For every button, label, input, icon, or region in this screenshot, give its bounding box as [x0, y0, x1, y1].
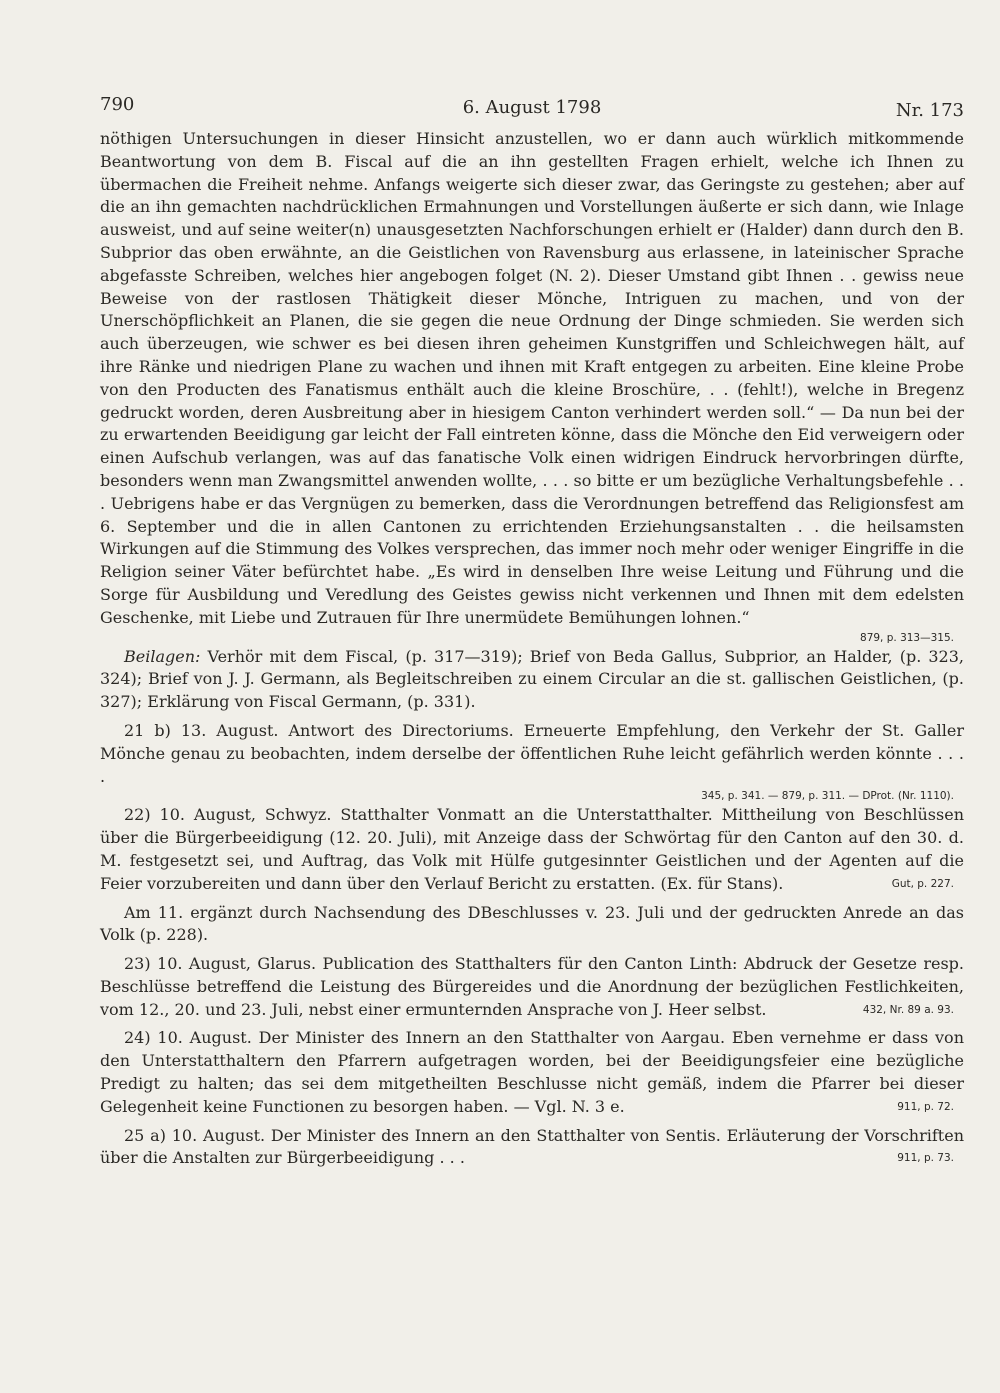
- page-number: 790: [100, 94, 135, 115]
- paragraph-entry-25a: [100, 1125, 964, 1171]
- source-reference: Gut, p. 227.: [891, 877, 954, 890]
- entry-23-text: 23) 10. August, Glarus. Publication des Statthalters für den Canton Linth: Abdruck der Gesetze resp. Beschlüsse betreffend die Leistung des Bürgereides und die Anordnung der bezüglichen Festlichkeiten, vom 12., 20. und 23. Juli, nebst einer ermunternden Ansprache von J. Heer selbst.: [100, 954, 964, 1019]
- source-reference: 911, p. 72.: [897, 1100, 954, 1113]
- paragraph-continuation: nöthigen Untersuchungen in dieser Hinsicht anzustellen, wo er dann auch würklich mitkommende Beantwortung von dem B. Fiscal auf die an ihn gestellten Fragen erhielt, welche ich Ihnen zu übermachen die Freiheit nehme. Anfangs weigerte sich dieser zwar, das Geringste zu gestehen; aber auf die an ihn gemachten nachdrücklichen Ermahnungen und Vorstellungen äußerte er sich dann, wie Inlage ausweist, und auf seine weiter(n) unausgesetzten Nachforschungen erhielt er (Halder) dann durch den B. Subprior das oben erwähnte, an die Geistlichen von Ravensburg aus erlassene, in lateinischer Sprache abgefasste Schreiben, welches hier angebogen folget (N. 2). Dieser Umstand gibt Ihnen . . gewiss neue Beweise von der rastlosen Thätigkeit dieser Mönche, Intriguen zu machen, und von der Unerschöpflichkeit an Planen, die sie gegen die neue Ordnung der Dinge schmieden. Sie werden sich auch überzeugen, wie schwer es bei diesen ihren geheimen Kunstgriffen und Schleichwegen hält, auf ihre Ränke und niedrigen Plane zu wachen und ihnen mit Kraft entgegen zu arbeiten. Eine kleine Probe von den Producten des Fanatismus enthält auch die kleine Broschüre, . . (fehlt!), welche in Bregenz gedruckt worden, deren Ausbreitung aber in hiesigem Canton verhindert werden soll.“ — Da nun bei der zu erwartenden Beeidigung gar leicht der Fall eintreten könne, dass die Mönche den Eid verweigern oder einen Aufschub verlangen, was auf das fanatische Volk einen widrigen Eindruck hervorbringen dürfte, besonders wenn man Zwangsmittel anwenden wollte, . . . so bitte er um bezügliche Verhaltungsbefehle . . . Uebrigens habe er das Vergnügen zu bemerken, dass die Verordnungen betreffend das Religionsfest am 6. September und die in allen Cantonen zu errichtenden Erziehungsanstalten . . die heilsamsten Wirkungen auf die Stimmung des Volkes versprechen, das immer noch mehr oder weniger Eingriffe in die Religion seiner Väter befürchtet habe. „Es wird in denselben Ihre weise Leitung und Führung und die Sorge für Ausbildung und Veredlung des Geistes gewiss nicht verkennen und Ihnen mit dem edelsten Geschenke, mit Liebe und Zutrauen für Ihre unermüdete Bemühungen lohnen.“: [100, 129, 964, 627]
- header-date: 6. August 1798: [462, 97, 602, 118]
- paragraph-entry-22: [100, 804, 964, 895]
- paragraph-entry-23: [100, 953, 964, 1021]
- running-header: [100, 0, 964, 128]
- beilagen-label: Beilagen:: [124, 646, 201, 666]
- entry-24-text: 24) 10. August. Der Minister des Innern an den Statthalter von Aargau. Eben vernehme er dass von den Unterstatthaltern den Pfarrern aufgetragen worden, bei der Beeidigungsfeier eine bezügliche Predigt zu halten; das sei dem mitgetheilten Beschlusse nicht gemäß, indem die Pfarrer bei dieser Gelegenheit keine Functionen zu besorgen haben. — Vgl. N. 3 e.: [100, 1028, 964, 1116]
- header-document-number: Nr. 173: [895, 100, 964, 121]
- source-reference: 911, p. 73.: [897, 1152, 954, 1165]
- entry-25a-text: 25 a) 10. August. Der Minister des Innern an den Statthalter von Sentis. Erläuterung der Vorschriften über die Anstalten zur Bürgerbeeidigung . . .: [100, 1125, 964, 1168]
- beilagen-text: Verhör mit dem Fiscal, (p. 317—319); Brief von Beda Gallus, Subprior, an Halder, (p. 323, 324); Brief von J. J. Germann, als Begleitschreiben zu einem Circular an die st. gallischen Geistlichen, (p. 327); Erklärung von Fiscal Germann, (p. 331).: [100, 646, 964, 712]
- source-reference: 432, Nr. 89 a. 93.: [862, 1003, 954, 1016]
- paragraph-entry-22-addendum: Am 11. ergänzt durch Nachsendung des DBeschlusses v. 23. Juli und der gedruckten Anrede an das Volk (p. 228).: [100, 902, 964, 945]
- paragraph-entry-24: [100, 1027, 964, 1118]
- entry-22-text: 22) 10. August, Schwyz. Statthalter Vonmatt an die Unterstatthalter. Mittheilung von Beschlüssen über die Bürgerbeeidigung (12. 20. Juli), mit Anzeige dass der Schwörtag für den Canton auf den 30. d. M. festgesetzt sei, und Auftrag, das Volk mit Hülfe gutgesinnter Geistlichen und der Agenten auf die Feier vorzubereiten und dann über den Verlauf Bericht zu erstatten. (Ex. für Stans).: [100, 805, 964, 893]
- paragraph-entry-21b: 21 b) 13. August. Antwort des Directoriums. Erneuerte Empfehlung, den Verkehr der St. Galler Mönche genau zu beobachten, indem derselbe der öffentlichen Ruhe leicht gefährlich werden könnte . . . .: [100, 720, 964, 786]
- body-text: [100, 128, 964, 1170]
- source-reference: 345, p. 341. — 879, p. 311. — DProt. (Nr. 1110).: [701, 790, 954, 803]
- paragraph-beilagen: [100, 646, 964, 714]
- source-reference: 879, p. 313—315.: [860, 631, 954, 644]
